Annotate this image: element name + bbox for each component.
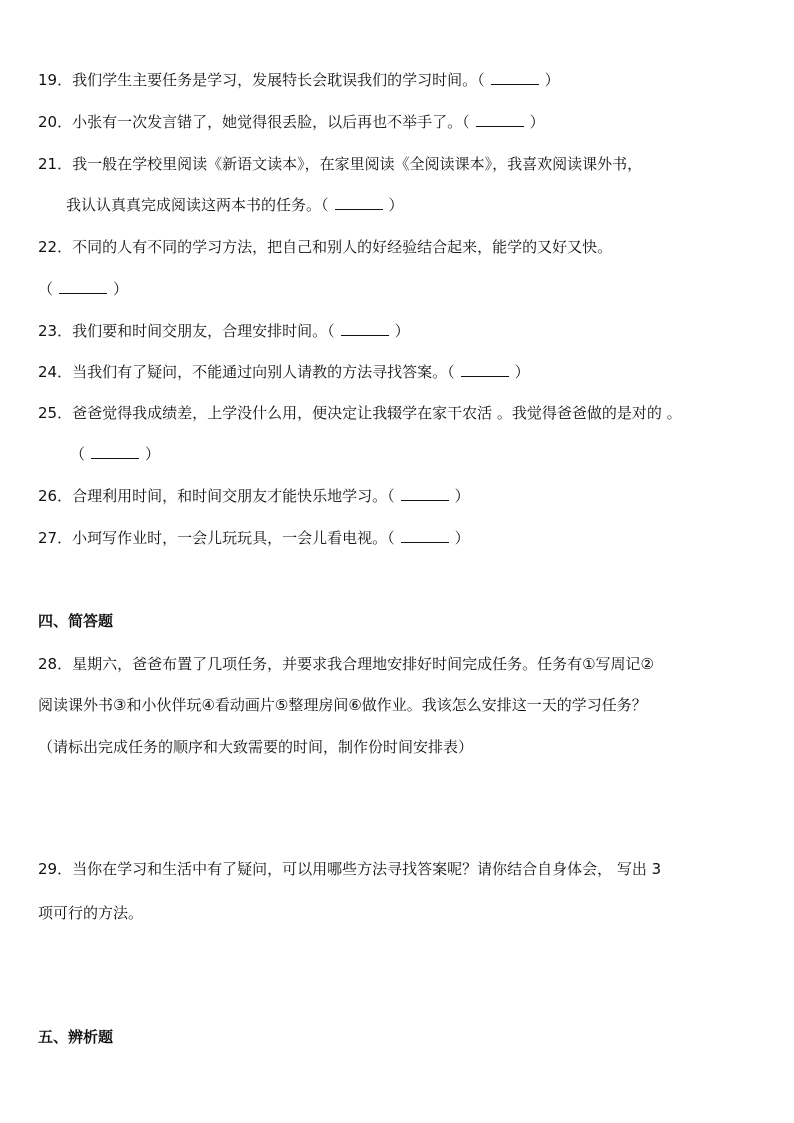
question-28-line-1: 28．星期六，爸爸布置了几项任务，并要求我合理地安排好时间完成任务。任务有①写周记② (38, 655, 654, 673)
question-19: 19．我们学生主要任务是学习，发展特长会耽误我们的学习时间。（ ） (38, 71, 560, 89)
answer-blank-25[interactable] (91, 446, 139, 459)
answer-blank-26[interactable] (401, 488, 449, 501)
question-21: 21．我一般在学校里阅读《新语文读本》，在家里阅读《全阅读课本》，我喜欢阅读课外书， (38, 155, 643, 173)
section-4-heading: 四、简答题 (38, 612, 114, 630)
question-20: 20．小张有一次发言错了，她觉得很丢脸，以后再也不举手了。（ ） (38, 113, 545, 131)
question-29-line-2: 项可行的方法。 (38, 904, 144, 922)
answer-blank-21[interactable] (335, 197, 383, 210)
answer-blank-24[interactable] (461, 364, 509, 377)
question-25: 25．爸爸觉得我成绩差，上学没什么用，便决定让我辍学在家干农活 。我觉得爸爸做的是对的 。 (38, 404, 682, 422)
answer-blank-20[interactable] (476, 114, 524, 127)
answer-blank-19[interactable] (491, 72, 539, 85)
answer-blank-22[interactable] (59, 281, 107, 294)
question-29-line-1: 29．当你在学习和生活中有了疑问，可以用哪些方法寻找答案呢？请你结合自身体会， 写出 3 (38, 860, 662, 878)
question-27: 27．小珂写作业时，一会儿玩玩具，一会儿看电视。（ ） (38, 529, 470, 547)
question-22-continued: （ ） (38, 280, 129, 298)
question-22: 22．不同的人有不同的学习方法，把自己和别人的好经验结合起来，能学的又好又快。 (38, 238, 613, 256)
question-26: 26．合理利用时间，和时间交朋友才能快乐地学习。（ ） (38, 487, 470, 505)
section-5-heading: 五、辨析题 (38, 1028, 114, 1046)
question-25-continued: （ ） (70, 445, 161, 463)
question-24: 24．当我们有了疑问，不能通过向别人请教的方法寻找答案。（ ） (38, 363, 530, 381)
question-21-continued: 我认认真真完成阅读这两本书的任务。（ ） (66, 196, 404, 214)
question-28-line-2: 阅读课外书③和小伙伴玩④看动画片⑤整理房间⑥做作业。我该怎么安排这一天的学习任务？ (38, 696, 647, 714)
question-28-line-3: （请标出完成任务的顺序和大致需要的时间，制作份时间安排表） (38, 738, 474, 756)
answer-blank-27[interactable] (401, 530, 449, 543)
answer-blank-23[interactable] (341, 323, 389, 336)
question-23: 23．我们要和时间交朋友，合理安排时间。（ ） (38, 322, 410, 340)
